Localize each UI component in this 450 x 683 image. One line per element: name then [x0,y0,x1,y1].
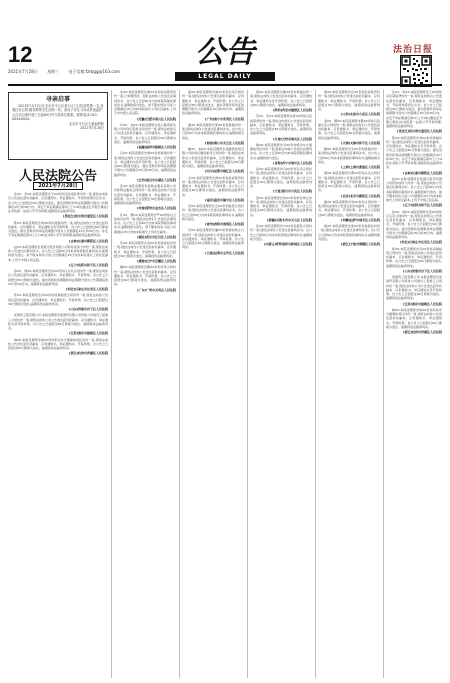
notice-column-5 [318,90,380,678]
notice-title: 寻亲启事 [45,96,70,103]
notice-paragraph: 韩XX:本院受理原告杨XX诉你机动车交通事故责任纠纷一案,现依法向你公告送达起诉状副本、应诉通知书、举证通知书、开庭传票。自公告之日起经过60日即视为送达。逾期将依法缺席判决。 [386,307,442,329]
notice-paragraph: 许XX、何XX:本院受理原告某小额贷款有限公司诉你们借款合同纠纷一案,现依法向你们公告送达起诉状副本、应诉通知书、举证通知书、开庭传票。自公告之日起经过30日即视为送达。逾期将依法缺席判决。 [114,122,176,144]
notice-column-6 [386,90,442,678]
court-name: [贵州]贵阳市南明区人民法院 [205,222,244,226]
notice-paragraph: 孙XX、周XX:本院受理原告吴XX诉你们买卖合同纠纷一案,现依法向你们公告送达起诉状副本、应诉通知书、举证通知书、开庭传票。自公告之日起经过30日即视为送达。提出答辩状的期限和举证期限分别为公告期满后的15日和30日内。逾期将依法缺席判决。 [386,209,442,239]
notice-paragraph: 薛XX:本院受理原告雷XX诉你追偿权纠纷一案,现依法向你公告送达民事判决书。自公告之日起60日内来本院领取民事判决书,逾期则视为送达。 [318,224,380,241]
court-name: [四川]成都市锦江区人民法院 [205,169,244,174]
court-name: [江西]南昌市东湖区人民法院 [137,177,176,182]
court-name: [浙江]杭州市西湖区人民法院 [69,351,108,356]
notice-paragraph: 孔XX、曹XX:本院受理原告严XX诉你们合伙协议纠纷一案,现依法向你们公告送达民事判决书。自公告之日起60日内来本院领取民事判决书,逾期则视为送达。如不服本判决,可在公告期满后15日内向本院递交上诉状及副本。 [114,212,176,234]
notice-body: 2021年7月13日在北京市丰台区某小区门口拾获男婴一名,身着红色衣物,随身携带出生证明一份。请孩子亲生父母或其他监护人自本启事刊登之日起60日内与我单位联系。联系电话:010-XXXXXXXX。 [12,104,104,122]
court-name: [福建]福州市鼓楼区人民法院 [137,145,176,149]
notice-paragraph: 吕XX:本院受理原告施XX诉你离婚纠纷一案,现依法向你公告送达起诉状副本、应诉通知书、举证通知书及开庭传票。自公告之日起经过60日即视为送达。提出答辩状和举证的期限分别为公告期满后15日和30日内。逾期将依法缺席判决。 [114,151,176,177]
notice-paragraph: 昌XX:本院受理原告马XX诉你买卖合同纠纷一案,现依法向你公告送达起诉状副本、应诉通知书、举证通知书、开庭传票。自公告之日起经过30日即视为送达。逾期将依法缺席判决。 [250,167,312,188]
notice-paragraph: 谢XX:本院受理原告邹XX诉你离婚纠纷一案,现依法向你公告送达民事判决书。自公告之日起60日内来本院领取民事判决书,逾期则视为送达。 [182,122,244,140]
court-name: [吉林]长春市朝阳区人民法院 [403,170,442,175]
notice-paragraph: 陈XX:本院受理原告刘XX诉你离婚纠纷一案,现依法向你公告送达起诉状副本、应诉通知书、举证通知书及开庭传票。自公告之日起经过60日即视为送达。提出答辩状和举证的期限分别为公告期满后15日和30日内。并定于举证期满后第3日上午9时在本院公开开庭审理,逾期将依法缺席判决。 [8,220,108,238]
notice-paragraph: 赵XX:本院受理原告某银行股份有限公司诉你信用卡纠纷一案,现依法向你公告送达民事判决书。自公告之日起60日内来本院领取民事判决书,逾期则视为送达。如不服本判决,可在公告期满后15日内向本院递交上诉状及副本,上诉于中级人民法院。 [386,176,442,202]
court-name: [辽宁]沈阳市和平区人民法院 [403,203,442,208]
issue-date: 2021年7月28日 [8,69,38,74]
notice-paragraph: 俞XX:本院受理原告任XX诉你民间借贷纠纷一案,现依法向你公告送达起诉状副本、应诉通知书、举证通知书、开庭传票。自公告之日起经过30日即视为送达。逾期将依法缺席判决。 [318,90,380,111]
court-name: [山东]济南市历下区人民法院 [403,268,442,273]
notice-paragraph: 张XX、李XX:本院受理原告王XX诉你们民间借贷纠纷一案,现依法向你们公告送达起诉状副本、应诉通知书、举证通知书、开庭传票等诉讼文书。自公告之日起经过30日即视为送达。提出答辩状和举证的期限分别为公告期满后15日和30日内。并定于举证期满后第3日上午9时(遇法定节假日顺延)在本院第一法庭公开开庭审理,逾期将依法缺席判决。 [386,90,442,128]
editor-email: 电子信箱:fzrbgg@163.com [68,69,120,74]
notice-paragraph: 水XX:本院受理原告窦XX诉你民间借贷纠纷一案,现依法向你公告送达起诉状副本、应诉通知书、举证通知书、开庭传票。自公告之日起经过60日即视为送达。逾期将依法缺席判决。 [182,175,244,197]
notice-paragraph: 华XX:本院受理原告金XX诉你追偿权纠纷一案,现依法向你公告送达起诉状副本、应诉通知书、举证通知书、开庭传票。自公告之日起经过30日即视为送达。逾期将依法缺席判决。 [114,241,176,258]
notice-paragraph: 某建筑工程有限公司:本院受理原告某商贸有限公司诉你公司建设工程施工合同纠纷一案,现依法向你公司公告送达起诉状副本、应诉通知书、举证通知书及开庭传票。自公告之日起经过60日即视为送达。逾期将依法缺席判决。 [386,275,442,301]
notice-paragraph: 袁XX、柳XX:本院受理原告酆XX诉你们房屋买卖合同纠纷一案,现依法向你们公告送达起诉状副本、应诉通知书、举证通知书、开庭传票。自公告之日起经过60日即视为送达。逾期将依法缺席判决。 [318,118,380,140]
court-section-date: 2021年7月28日 [8,182,108,189]
court-name: [上海]上海市黄浦区人民法院 [341,165,380,169]
notice-paragraph: 苏XX:本院受理原告潘XX诉你债权转让合同纠纷一案,现依法向你公告送达起诉状副本、应诉通知书、举证通知书、开庭传票。自公告之日起经过30日即视为送达。逾期将依法缺席判决。 [182,228,244,250]
court-name: [云南]昆明市五华区人民法院 [205,250,244,255]
header-rule [8,84,442,86]
court-name: [北京]北京市朝阳区人民法院 [341,193,380,198]
court-name: [河北]石家庄市长安区人民法院 [66,287,108,291]
notice-paragraph: 郑XX:本院受理原告冯XX诉你房屋租赁合同纠纷一案,现依法向你公告送达起诉状副本、应诉通知书、举证通知书、开庭传票。自公告之日起经过30日即视为送达,逾期将依法缺席判决。 [386,246,442,268]
court-section-title: 人民法院公告 [18,169,97,184]
notice-paragraph: 花XX:本院受理原告方XX诉你借款合同纠纷一案,现依法向你公告送达民事判决书。自公告之日起60日内来本院领取民事判决书,逾期则视为送达。 [250,224,312,241]
court-name: [辽宁]沈阳市和平区人民法院 [69,262,108,267]
notice-paragraph: 赵XX:本院受理原告某银行股份有限公司诉你信用卡纠纷一案,现依法向你公告送达民事判决书。自公告之日起60日内来本院领取民事判决书,逾期则视为送达。如不服本判决,可在公告期满后15日内向本院递交上诉状及副本,上诉于中级人民法院。 [8,244,108,262]
court-name: [广西]南宁市青秀区人民法院 [205,116,244,121]
court-name: [浙江]宁波市海曙区人民法院 [341,242,380,246]
paper-logo: 法治日报 [393,45,434,55]
notice-paragraph: 张XX:本院受理原告某物业服务有限公司诉你物业服务合同纠纷一案,现依法向你公告送达起诉状副本、应诉通知书、举证通知书、开庭传票。自公告之日起经过30日即视为送达。逾期将依法缺席判决。 [114,184,176,205]
notice-column-3 [182,90,244,678]
page-number: 12 [8,42,33,67]
notice-box [8,92,108,160]
notice-paragraph: 鲍XX:本院受理原告史XX诉你离婚纠纷一案,现依法向你公告送达民事判决书。自公告之日起60日内来本院领取民事判决书,逾期则视为送达。 [318,147,380,164]
notice-paragraph: 某建筑工程有限公司:本院受理原告某商贸有限公司诉你公司建设工程施工合同纠纷一案,现依法向你公司公告送达起诉状副本、应诉通知书、举证通知书及开庭传票。自公告之日起经过60日即视为送达。逾期将依法缺席判决。 [8,313,108,330]
court-name: [海南]海口市美兰区人民法院 [205,140,244,145]
court-name: [内蒙古]呼和浩特市新城区人民法院 [264,242,312,246]
notice-paragraph: 葛XX:本院受理原告奚XX诉你离婚纠纷一案,现依法向你公告送达起诉状副本、应诉通知书、举证通知书及开庭传票。自公告之日起经过60日即视为送达。逾期将依法缺席判决。 [250,90,312,107]
issue-meta [8,69,128,75]
court-name: [湖北]武汉市江汉区人民法院 [137,234,176,239]
notice-paragraph: 廉XX:本院受理原告岑XX诉你合同纠纷一案,现依法向你公告送达起诉状副本、应诉通知书、举证通知书、开庭传票。自公告之日起经过60日即视为送达。逾期将依法缺席判决。 [318,199,380,217]
notice-paragraph: 孙XX、周XX:本院受理原告吴XX诉你们买卖合同纠纷一案,现依法向你们公告送达起诉状副本、应诉通知书、举证通知书、开庭传票。自公告之日起经过30日即视为送达。提出答辩状的期限和举证期限分别为公告期满后的15日和30日内。逾期将依法缺席判决。 [8,269,108,286]
court-name: [甘肃]兰州市城关区人民法院 [273,136,312,141]
notice-paragraph: 喻XX、柏XX:本院受理原告某融资租赁有限公司诉你们融资租赁合同纠纷一案,现依法向你们公告送达起诉状副本、应诉通知书、举证通知书、开庭传票。自公告之日起经过30日即视为送达。逾期将依法缺席判决。 [182,147,244,168]
court-name: [黑龙江]哈尔滨市道里区人民法院 [397,129,442,134]
court-name: [广东]广州市天河区人民法院 [137,287,176,292]
court-name: [河南]郑州市金水区人民法院 [137,206,176,211]
court-name: [宁夏]银川市兴庆区人民法院 [273,189,312,194]
court-name: [湖南]长沙市岳麓区人民法院 [137,259,176,263]
notice-paragraph: 姜XX:本院受理原告戚XX诉你买卖合同纠纷一案,现依法向你公告送达起诉状副本、应诉通知书、举证通知书、开庭传票。自公告之日起经过30日即视为送达。提出答辩状和举证的期限分别为公告期满后15日和30日内。逾期将依法缺席判决。 [182,90,244,116]
notice-signature: 北京市丰台区儿童福利院 [68,121,104,126]
notice-column-4 [250,90,312,678]
court-name: [安徽]合肥市蜀山区人民法院 [137,116,176,121]
court-name: [江苏]南京市鼓楼区人民法院 [69,331,108,336]
notice-date: 2021年7月28日 [80,126,104,131]
notice-column-1 [8,192,108,678]
notice-paragraph: 鲁XX:本院受理原告韦XX诉你机动车交通事故责任纠纷一案,现依法向你公告送达民事判决书。自公告之日起60日内来本院领取民事判决书,逾期则视为送达。 [250,142,312,160]
notice-paragraph: 唐XX:本院受理原告费XX诉你买卖合同纠纷一案,现依法向你公告送达起诉状副本、应诉通知书、举证通知书、开庭传票。自公告之日起经过30日即视为送达。逾期将依法缺席判决。 [318,171,380,193]
court-name: [陕西]西安市雁塔区人民法院 [273,108,312,112]
court-name: [山西]太原市小店区人民法院 [341,112,380,117]
court-name: [山东]济南市历下区人民法院 [69,307,108,311]
court-name: [吉林]长春市朝阳区人民法院 [69,238,108,243]
court-name: [浙江]杭州市西湖区人民法院 [403,330,442,334]
court-name: [西藏]拉萨市城关区人民法院 [341,217,380,222]
court-name: [河北]石家庄市长安区人民法院 [400,240,442,245]
court-name: [青海]西宁市城中区人民法院 [273,160,312,165]
qr-code-icon[interactable] [400,55,432,87]
notice-column-2 [114,90,176,678]
notice-paragraph: 陈XX:本院受理原告刘XX诉你离婚纠纷一案,现依法向你公告送达起诉状副本、应诉通知书、举证通知书及开庭传票。自公告之日起经过60日即视为送达。提出答辩状和举证的期限分别为公告期满后15日和30日内。并定于举证期满后第3日上午9时在本院公开开庭审理,逾期将依法缺席判决。 [386,135,442,170]
notice-paragraph: 张XX、李XX:本院受理原告王XX诉你们民间借贷纠纷一案,现依法向你们公告送达起诉状副本、应诉通知书、举证通知书、开庭传票等诉讼文书。自公告之日起经过30日即视为送达。提出答辩状和举证的期限分别为公告期满后15日和30日内。并定于举证期满后第3日上午9时(遇法定节假日顺延)在本院第一法庭公开开庭审理,逾期将依法缺席判决。 [8,192,108,213]
court-name: [新疆]乌鲁木齐市天山区人民法院 [267,217,312,222]
notice-paragraph: 韩XX:本院受理原告杨XX诉你机动车交通事故责任纠纷一案,现依法向你公告送达起诉状副本、应诉通知书、举证通知书、开庭传票。自公告之日起经过60日即视为送达。逾期将依法缺席判决。 [8,337,108,350]
court-name: [江苏]南京市鼓楼区人民法院 [403,301,442,306]
notice-paragraph: 郑XX:本院受理原告冯XX诉你房屋租赁合同纠纷一案,现依法向你公告送达起诉状副本、应诉通知书、举证通知书、开庭传票。自公告之日起经过30日即视为送达,逾期将依法缺席判决。 [8,293,108,306]
section-title: 公告 [195,35,255,70]
court-name: [黑龙江]哈尔滨市道里区人民法院 [63,214,108,219]
notice-paragraph: 范XX、彭XX:本院受理原告郎XX诉你们民间借贷纠纷一案,现依法向你们公告送达起诉状副本、应诉通知书、举证通知书、开庭传票。自公告之日起经过30日即视为送达。逾期将依法缺席判决。 [250,114,312,136]
notice-paragraph: 苗XX:本院受理原告凤XX诉你劳动争议纠纷一案,现依法向你公告送达起诉状副本、应诉通知书、举证通知书、开庭传票。自公告之日起经过60日即视为送达。逾期将依法缺席判决。 [250,195,312,217]
court-name: [重庆]重庆市渝中区人民法院 [205,197,244,202]
notice-paragraph: 章XX:本院受理原告云XX诉你租赁合同纠纷一案,现依法向你公告送达民事判决书。自公告之日起60日内来本院领取民事判决书,逾期则视为送达。 [182,204,244,221]
notice-paragraph: 朱XX:本院受理原告秦XX诉你民间借贷纠纷一案,已审理终结。现依法向你公告送达民事判决书。自公告之日起60日内来本院领取民事判决书,逾期则视为送达。如不服本判决,可在公告期满后15日内向本院递交上诉状及副本,上诉于市中级人民法院。 [114,90,176,116]
notice-paragraph: 魏XX:本院受理原告陶XX诉你劳务合同纠纷一案,现依法向你公告送达起诉状副本、应诉通知书、举证通知书、开庭传票。自公告之日起经过60日即视为送达。逾期将依法缺席判决。 [114,265,176,287]
issue-weekday: 星期三 [47,69,60,74]
court-name: [天津]天津市和平区人民法院 [341,140,380,145]
section-subtitle: LEGAL DAILY [175,72,275,81]
